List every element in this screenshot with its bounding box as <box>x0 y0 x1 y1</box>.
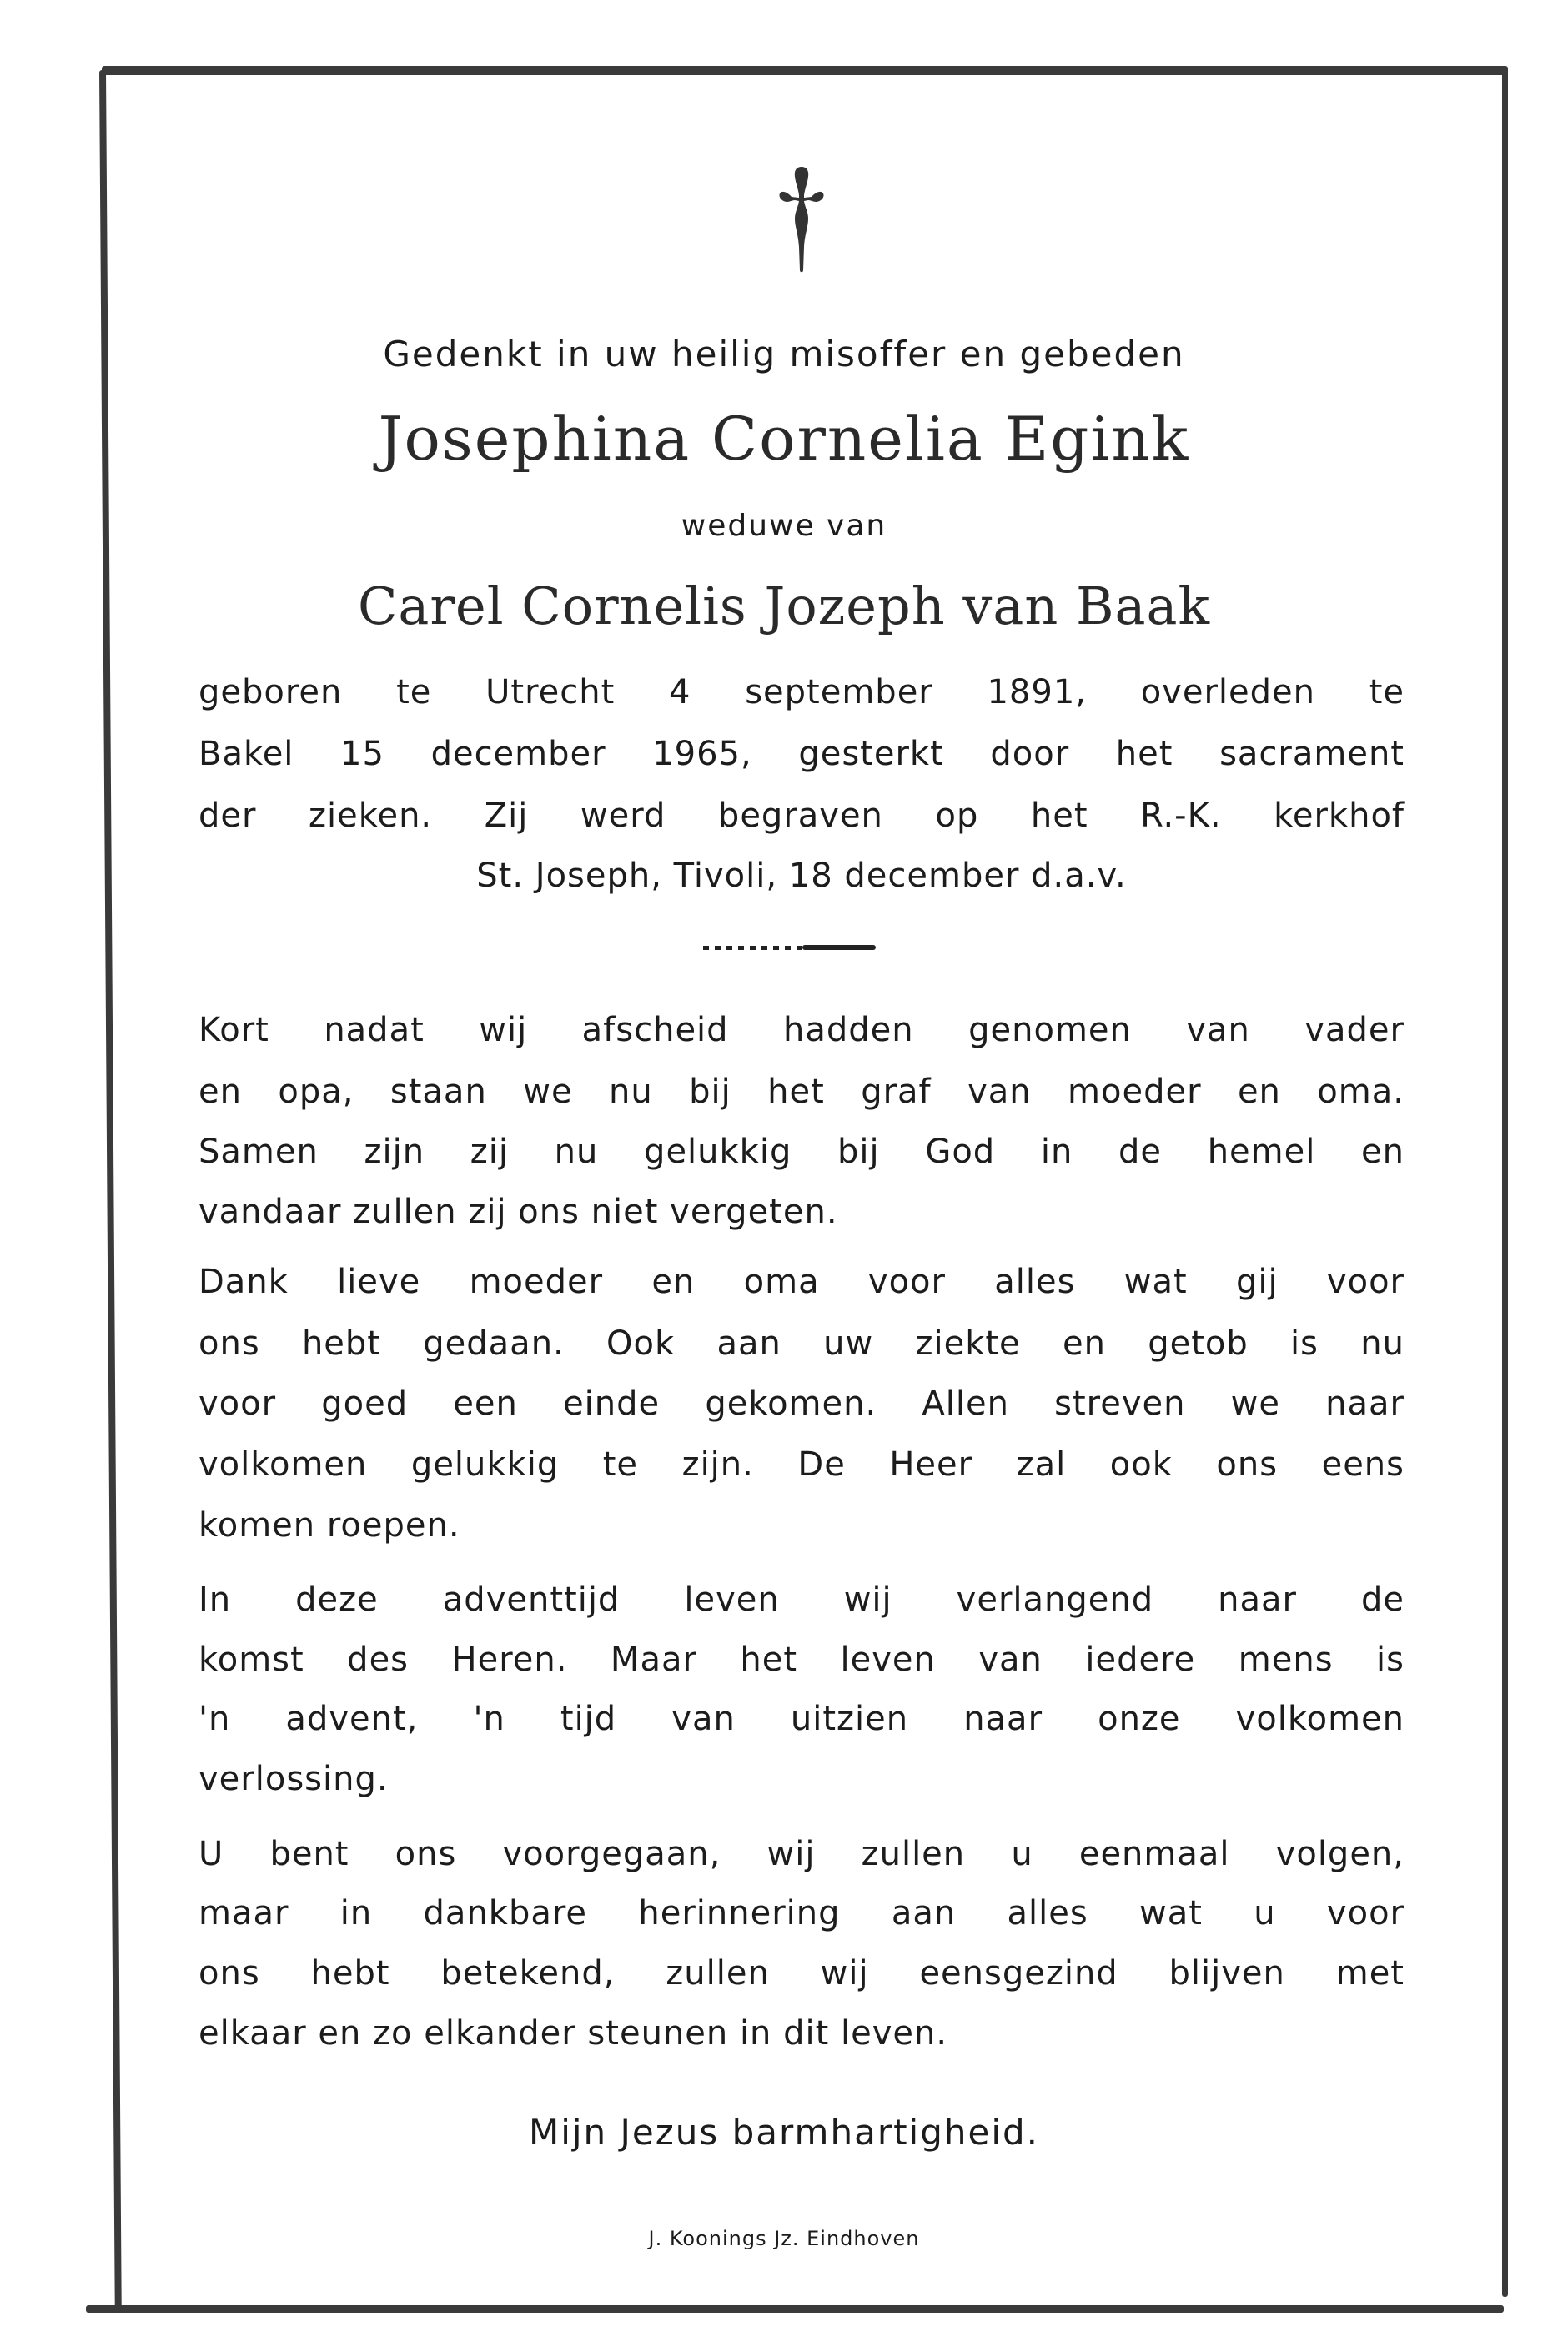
frame-border-bottom <box>86 2305 1504 2313</box>
paragraph-line: komen roepen. <box>199 1506 460 1545</box>
paragraph-line: elkaar en zo elkander steunen in dit leven. <box>199 2014 948 2053</box>
relation-text: weduwe van <box>681 509 887 543</box>
spouse-name: Carel Cornelis Jozeph van Baak <box>357 575 1211 636</box>
paragraph-line: vandaar zullen zij ons niet vergeten. <box>199 1193 838 1231</box>
paragraph-line: verlossing. <box>199 1760 389 1798</box>
paragraph-line: 'n advent, 'n tijd van uitzien naar onze volkomen <box>199 1700 1405 1738</box>
paragraph-line: voor goed een einde gekomen. Allen streven we naar <box>199 1385 1405 1423</box>
paragraph-line: Kort nadat wij afscheid hadden genomen van vader <box>199 1011 1405 1049</box>
intro-text: Gedenkt in uw heilig misoffer en gebeden <box>383 334 1185 374</box>
paragraph-line: ons hebt gedaan. Ook aan uw ziekte en getob is nu <box>199 1324 1405 1363</box>
paragraph-line: ons hebt betekend, zullen wij eensgezind blijven met <box>199 1954 1405 1993</box>
biography-line: geboren te Utrecht 4 september 1891, overleden te <box>199 673 1405 711</box>
paragraph-line: U bent ons voorgegaan, wij zullen u eenmaal volgen, <box>199 1835 1405 1873</box>
biography-line: Bakel 15 december 1965, gesterkt door het sacrament <box>199 735 1405 773</box>
cross-icon <box>771 163 832 275</box>
printer-credit: J. Koonings Jz. Eindhoven <box>648 2227 920 2250</box>
paragraph-line: en opa, staan we nu bij het graf van moeder en oma. <box>199 1073 1405 1111</box>
biography-line: St. Joseph, Tivoli, 18 december d.a.v. <box>476 857 1127 895</box>
separator-rule <box>802 945 876 950</box>
frame-border-top <box>102 66 1508 75</box>
paragraph-line: maar in dankbare herinnering aan alles wat u voor <box>199 1894 1405 1932</box>
closing-prayer: Mijn Jezus barmhartigheid. <box>528 2112 1040 2153</box>
paragraph-line: In deze adventtijd leven wij verlangend naar de <box>199 1581 1405 1619</box>
paragraph-line: Dank lieve moeder en oma voor alles wat gij voor <box>199 1263 1405 1301</box>
deceased-name: Josephina Cornelia Egink <box>378 404 1190 474</box>
paragraph-line: Samen zijn zij nu gelukkig bij God in de hemel en <box>199 1133 1405 1171</box>
biography-line: der zieken. Zij werd begraven op het R.-K. kerkhof <box>199 797 1405 835</box>
paragraph-line: volkomen gelukkig te zijn. De Heer zal ook ons eens <box>199 1445 1405 1484</box>
paragraph-line: komst des Heren. Maar het leven van iedere mens is <box>199 1641 1405 1679</box>
